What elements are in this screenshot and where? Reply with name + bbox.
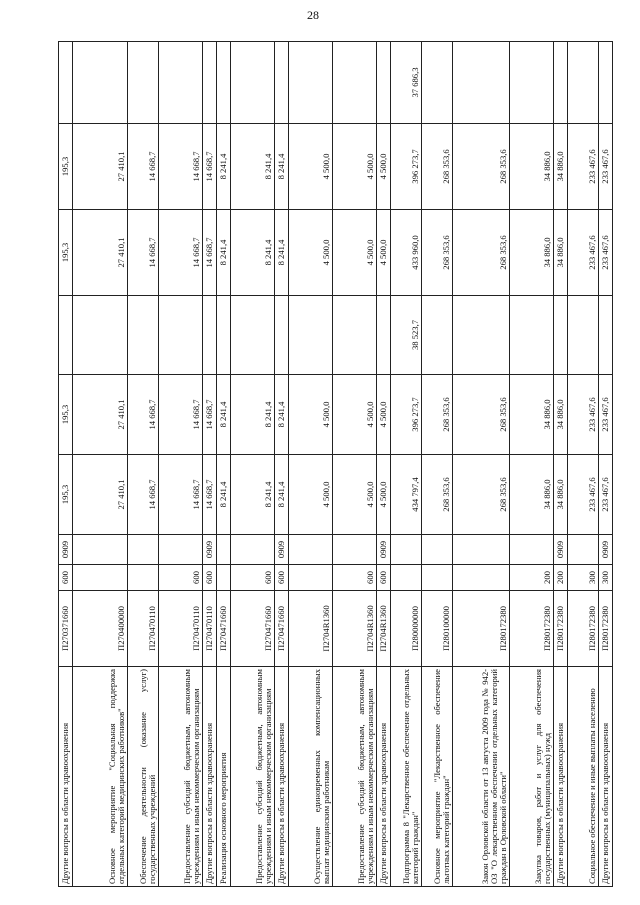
amount-cell: 434 797,4 — [391, 455, 422, 535]
row-name-cell: Обеспечение деятельности (оказание услуг) государственных учреждений — [128, 667, 159, 887]
amount-cell: 34 886,0 — [510, 375, 554, 455]
amount-cell: 34 886,0 — [510, 124, 554, 210]
kcsr-code-cell: П270371660 — [59, 591, 73, 667]
amount-cell: 14 668,7 — [128, 210, 159, 296]
row-name-cell: Другие вопросы в области здравоохранения — [599, 667, 613, 887]
amount-cell: 8 241,4 — [231, 124, 275, 210]
kcsr-code-cell: П280172380 — [453, 591, 510, 667]
table-row — [377, 42, 391, 887]
table-row — [73, 42, 128, 887]
amount-cell: 8 241,4 — [275, 124, 289, 210]
amount-cell: 233 467,6 — [568, 375, 599, 455]
table-row — [333, 42, 377, 887]
amount-cell: 38 523,7 — [391, 296, 422, 375]
amount-cell: 14 668,7 — [159, 375, 203, 455]
amount-cell: 4 500,0 — [377, 375, 391, 455]
section-code-cell — [289, 535, 333, 565]
amount-cell: 4 500,0 — [377, 210, 391, 296]
amount-cell: 4 500,0 — [289, 124, 333, 210]
amount-cell: 8 241,4 — [217, 124, 231, 210]
amount-cell: 268 353,6 — [422, 455, 453, 535]
table-row — [231, 42, 275, 887]
amount-cell: 34 886,0 — [554, 124, 568, 210]
amount-cell: 233 467,6 — [568, 124, 599, 210]
amount-cell — [203, 42, 217, 124]
kcsr-code-cell: П270470110 — [203, 591, 217, 667]
kcsr-code-cell: П2704R1360 — [289, 591, 333, 667]
vr-code-cell — [391, 565, 422, 591]
table-row — [159, 42, 203, 887]
amount-cell — [231, 296, 275, 375]
amount-cell: 14 668,7 — [159, 455, 203, 535]
vr-code-cell — [422, 565, 453, 591]
kcsr-code-cell: П270470110 — [159, 591, 203, 667]
kcsr-code-cell: П280172380 — [568, 591, 599, 667]
amount-cell: 27 410,1 — [73, 210, 128, 296]
amount-cell: 14 668,7 — [128, 455, 159, 535]
amount-cell — [377, 296, 391, 375]
vr-code-cell: 600 — [275, 565, 289, 591]
section-code-cell — [568, 535, 599, 565]
kcsr-code-cell: П280172380 — [554, 591, 568, 667]
vr-code-cell: 600 — [333, 565, 377, 591]
amount-cell: 396 273,7 — [391, 375, 422, 455]
kcsr-code-cell: П270400000 — [73, 591, 128, 667]
section-code-cell: 0909 — [377, 535, 391, 565]
row-name-cell: Закон Орловской области от 13 августа 2009 года № 942-ОЗ "О лекарственном обеспечении отдельных категорий граждан в Орловской области" — [453, 667, 510, 887]
row-name-cell: Основное мероприятие "Лекарственное обеспечение льготных категорий граждан" — [422, 667, 453, 887]
amount-cell: 195,3 — [59, 375, 73, 455]
amount-cell: 233 467,6 — [568, 210, 599, 296]
section-code-cell — [422, 535, 453, 565]
table-row — [422, 42, 453, 887]
table-row — [391, 42, 422, 887]
kcsr-code-cell: П270470110 — [128, 591, 159, 667]
row-name-cell: Реализация основного мероприятия — [217, 667, 231, 887]
amount-cell — [377, 42, 391, 124]
amount-cell — [275, 296, 289, 375]
amount-cell: 14 668,7 — [159, 124, 203, 210]
kcsr-code-cell: П280100000 — [422, 591, 453, 667]
amount-cell: 27 410,1 — [73, 375, 128, 455]
amount-cell: 14 668,7 — [159, 210, 203, 296]
section-code-cell: 0909 — [59, 535, 73, 565]
kcsr-code-cell: П270471660 — [217, 591, 231, 667]
amount-cell — [128, 42, 159, 124]
amount-cell — [510, 42, 554, 124]
table-row — [203, 42, 217, 887]
amount-cell — [453, 42, 510, 124]
section-code-cell — [231, 535, 275, 565]
row-name-cell: Другие вопросы в области здравоохранения — [59, 667, 73, 887]
amount-cell — [203, 296, 217, 375]
section-code-cell: 0909 — [599, 535, 613, 565]
amount-cell: 14 668,7 — [128, 124, 159, 210]
table-row — [289, 42, 333, 887]
vr-code-cell: 300 — [599, 565, 613, 591]
amount-cell: 268 353,6 — [453, 210, 510, 296]
amount-cell — [333, 296, 377, 375]
amount-cell — [599, 42, 613, 124]
amount-cell — [422, 42, 453, 124]
amount-cell: 8 241,4 — [217, 455, 231, 535]
amount-cell — [453, 296, 510, 375]
section-code-cell — [159, 535, 203, 565]
table-row — [568, 42, 599, 887]
page-number: 28 — [307, 8, 319, 22]
table-row — [599, 42, 613, 887]
table-row — [510, 42, 554, 887]
amount-cell: 4 500,0 — [333, 210, 377, 296]
amount-cell: 4 500,0 — [289, 375, 333, 455]
kcsr-code-cell: П280000000 — [391, 591, 422, 667]
amount-cell: 4 500,0 — [333, 455, 377, 535]
amount-cell: 433 960,0 — [391, 210, 422, 296]
amount-cell — [217, 42, 231, 124]
amount-cell: 233 467,6 — [599, 210, 613, 296]
row-name-cell: Другие вопросы в области здравоохранения — [203, 667, 217, 887]
kcsr-code-cell: П2704R1360 — [333, 591, 377, 667]
amount-cell: 8 241,4 — [275, 375, 289, 455]
amount-cell: 268 353,6 — [422, 124, 453, 210]
amount-cell — [289, 42, 333, 124]
amount-cell: 4 500,0 — [289, 455, 333, 535]
vr-code-cell: 600 — [377, 565, 391, 591]
table-row — [217, 42, 231, 887]
amount-cell — [73, 42, 128, 124]
amount-cell — [510, 296, 554, 375]
row-name-cell: Подпрограмма 8 "Лекарственное обеспечение отдельных категорий граждан" — [391, 667, 422, 887]
amount-cell: 4 500,0 — [333, 124, 377, 210]
row-name-cell: Социальное обеспечение и иные выплаты населению — [568, 667, 599, 887]
table-body — [59, 42, 613, 887]
amount-cell: 233 467,6 — [599, 375, 613, 455]
table-row — [453, 42, 510, 887]
amount-cell: 195,3 — [59, 124, 73, 210]
vr-code-cell — [217, 565, 231, 591]
amount-cell: 14 668,7 — [203, 375, 217, 455]
amount-cell — [422, 296, 453, 375]
section-code-cell — [128, 535, 159, 565]
vr-code-cell: 600 — [159, 565, 203, 591]
amount-cell — [73, 296, 128, 375]
amount-cell: 233 467,6 — [568, 455, 599, 535]
vr-code-cell — [289, 565, 333, 591]
kcsr-code-cell: П270471660 — [231, 591, 275, 667]
vr-code-cell: 300 — [568, 565, 599, 591]
row-name-cell: Предоставление субсидий бюджетным, автономным учреждениям и иным некоммерческим организациям — [159, 667, 203, 887]
table-row — [554, 42, 568, 887]
vr-code-cell — [73, 565, 128, 591]
amount-cell: 14 668,7 — [203, 124, 217, 210]
amount-cell — [568, 296, 599, 375]
amount-cell — [128, 296, 159, 375]
amount-cell: 4 500,0 — [377, 455, 391, 535]
amount-cell: 233 467,6 — [599, 124, 613, 210]
section-code-cell: 0909 — [275, 535, 289, 565]
row-name-cell: Другие вопросы в области здравоохранения — [275, 667, 289, 887]
amount-cell: 14 668,7 — [203, 210, 217, 296]
vr-code-cell: 600 — [231, 565, 275, 591]
amount-cell: 268 353,6 — [453, 124, 510, 210]
section-code-cell — [391, 535, 422, 565]
amount-cell — [554, 296, 568, 375]
vr-code-cell: 200 — [510, 565, 554, 591]
row-name-cell: Другие вопросы в области здравоохранения — [554, 667, 568, 887]
row-name-cell: Закупка товаров, работ и услуг для обеспечения государственных (муниципальных) нужд — [510, 667, 554, 887]
row-name-cell: Другие вопросы в области здравоохранения — [377, 667, 391, 887]
amount-cell: 268 353,6 — [453, 455, 510, 535]
kcsr-code-cell: П270471660 — [275, 591, 289, 667]
vr-code-cell: 600 — [203, 565, 217, 591]
amount-cell: 4 500,0 — [377, 124, 391, 210]
amount-cell: 8 241,4 — [275, 455, 289, 535]
rotated-page-content — [58, 42, 610, 887]
table-row — [59, 42, 73, 887]
vr-code-cell — [128, 565, 159, 591]
section-code-cell — [217, 535, 231, 565]
amount-cell: 8 241,4 — [217, 375, 231, 455]
amount-cell — [599, 296, 613, 375]
section-code-cell — [333, 535, 377, 565]
amount-cell: 27 410,1 — [73, 455, 128, 535]
amount-cell: 27 410,1 — [73, 124, 128, 210]
row-name-cell: Основное мероприятие "Социальная поддержка отдельных категорий медицинских работников" — [73, 667, 128, 887]
amount-cell: 396 273,7 — [391, 124, 422, 210]
amount-cell: 8 241,4 — [231, 210, 275, 296]
amount-cell — [275, 42, 289, 124]
row-name-cell: Предоставление субсидий бюджетным, автономным учреждениям и иным некоммерческим организациям — [231, 667, 275, 887]
amount-cell — [59, 42, 73, 124]
amount-cell: 8 241,4 — [231, 375, 275, 455]
row-name-cell: Предоставление субсидий бюджетным, автономным учреждениям и иным некоммерческим организациям — [333, 667, 377, 887]
amount-cell: 34 886,0 — [554, 375, 568, 455]
section-code-cell: 0909 — [554, 535, 568, 565]
section-code-cell — [453, 535, 510, 565]
kcsr-code-cell: П280172380 — [599, 591, 613, 667]
vr-code-cell: 600 — [59, 565, 73, 591]
section-code-cell: 0909 — [203, 535, 217, 565]
amount-cell: 34 886,0 — [510, 210, 554, 296]
amount-cell: 195,3 — [59, 210, 73, 296]
amount-cell: 233 467,6 — [599, 455, 613, 535]
kcsr-code-cell: П2704R1360 — [377, 591, 391, 667]
amount-cell: 8 241,4 — [231, 455, 275, 535]
amount-cell: 268 353,6 — [422, 210, 453, 296]
amount-cell — [568, 42, 599, 124]
vr-code-cell: 200 — [554, 565, 568, 591]
amount-cell — [231, 42, 275, 124]
amount-cell — [554, 42, 568, 124]
table-row — [275, 42, 289, 887]
amount-cell: 8 241,4 — [275, 210, 289, 296]
row-name-cell: Осуществление единовременных компенсационных выплат медицинским работникам — [289, 667, 333, 887]
amount-cell: 268 353,6 — [453, 375, 510, 455]
amount-cell: 14 668,7 — [203, 455, 217, 535]
section-code-cell — [510, 535, 554, 565]
amount-cell: 4 500,0 — [289, 210, 333, 296]
amount-cell: 8 241,4 — [217, 210, 231, 296]
amount-cell: 4 500,0 — [333, 375, 377, 455]
table-row — [128, 42, 159, 887]
kcsr-code-cell: П280172380 — [510, 591, 554, 667]
amount-cell — [217, 296, 231, 375]
amount-cell — [59, 296, 73, 375]
amount-cell: 34 886,0 — [510, 455, 554, 535]
amount-cell: 14 668,7 — [128, 375, 159, 455]
vr-code-cell — [453, 565, 510, 591]
amount-cell: 268 353,6 — [422, 375, 453, 455]
amount-cell: 34 886,0 — [554, 455, 568, 535]
amount-cell — [289, 296, 333, 375]
section-code-cell — [73, 535, 128, 565]
amount-cell — [159, 42, 203, 124]
amount-cell — [333, 42, 377, 124]
amount-cell — [159, 296, 203, 375]
budget-table-area — [58, 42, 610, 887]
amount-cell: 34 886,0 — [554, 210, 568, 296]
amount-cell: 195,3 — [59, 455, 73, 535]
budget-table — [58, 41, 613, 887]
amount-cell: 37 686,3 — [391, 42, 422, 124]
